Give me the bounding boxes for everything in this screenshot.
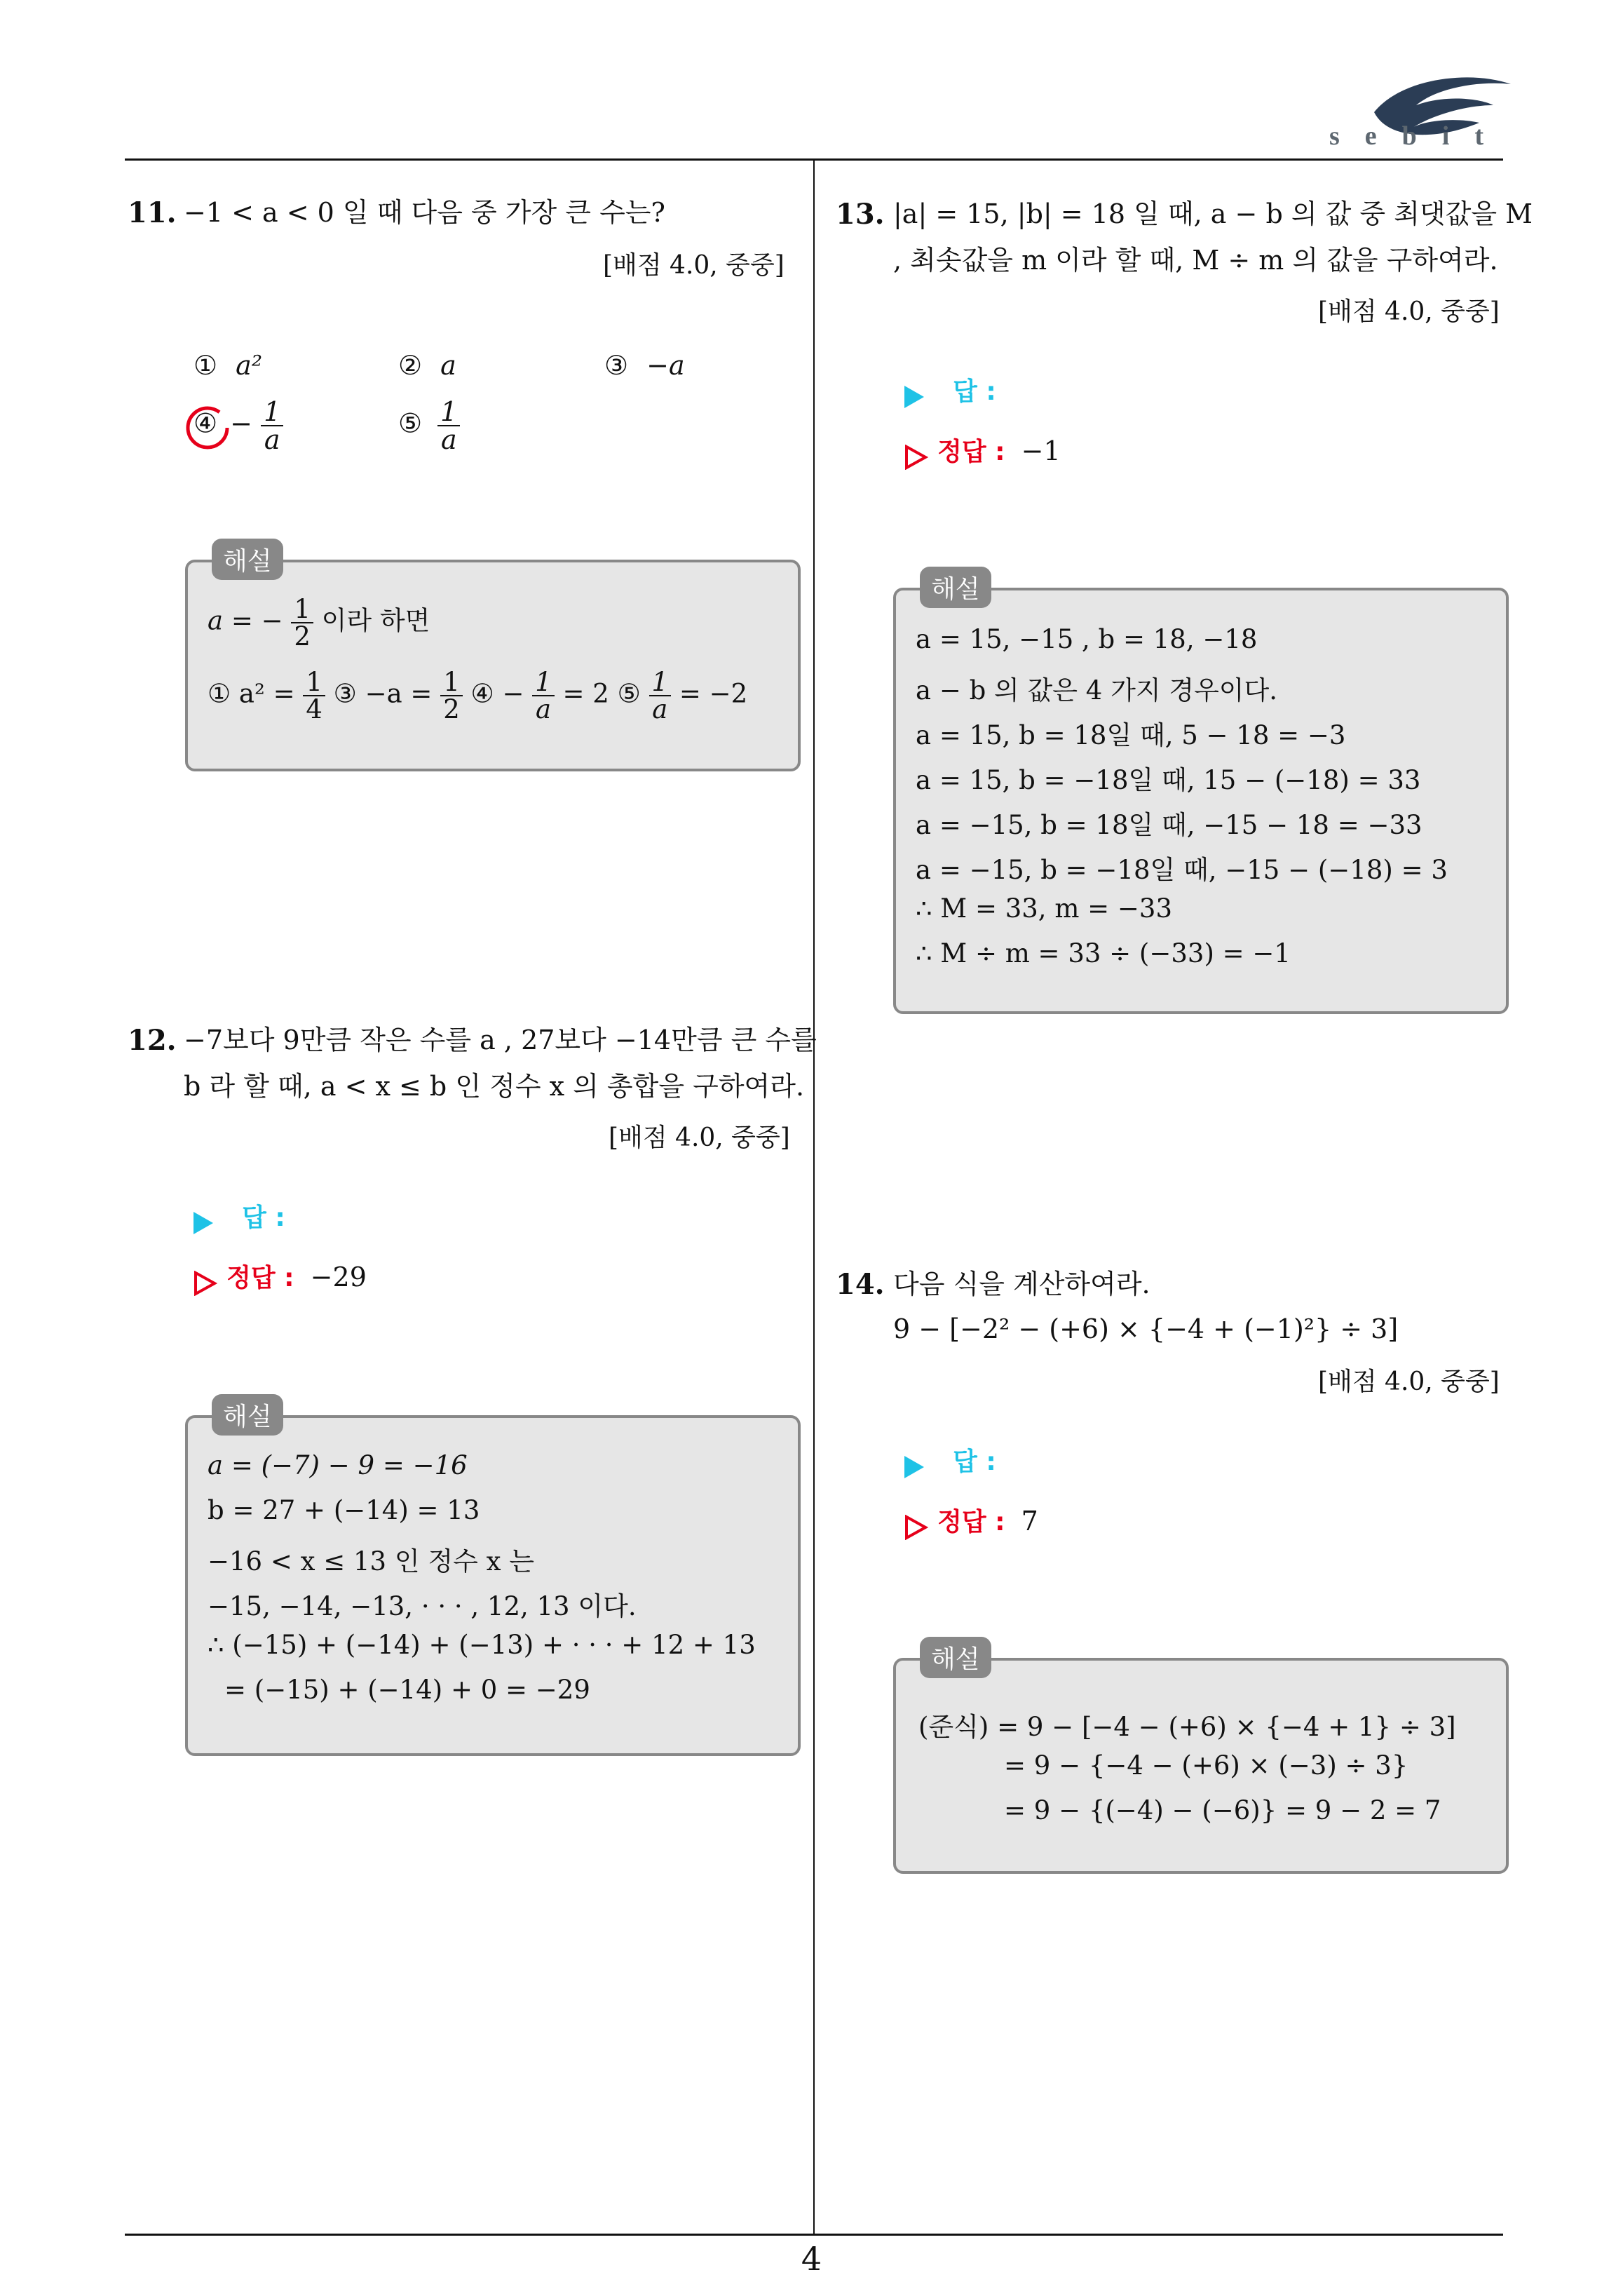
solution-line: a = − $\frac{1}{2}$ 이라 하면 [208,594,430,651]
play-triangle-icon [193,1212,213,1234]
play-triangle-icon [904,386,924,408]
option-2[interactable]: ② a [398,350,456,381]
fraction: $\frac{1}{a}$ [649,669,672,722]
fraction: $\frac{1}{2}$ [440,669,463,722]
fraction: $\frac{1}{2}$ [291,596,313,649]
option-marker: ① [193,350,218,381]
correct-answer-row: 정답 : −29 [193,1258,367,1296]
solution-tab: 해설 [920,567,991,608]
option-4-selected[interactable]: ④ − $\frac{1}{a}$ [193,398,283,453]
solution-line: a = 15, b = 18일 때, 5 − 18 = −3 [916,720,1346,750]
correct-answer-row: 정답 : −1 [904,432,1061,470]
solution-line: a = −15, b = 18일 때, −15 − 18 = −33 [916,810,1422,840]
outline-triangle-icon [904,445,928,470]
solution-line: ∴ (−15) + (−14) + (−13) + · · · + 12 + 13 [208,1630,756,1660]
correct-answer-circle-icon [182,403,233,453]
option-marker: ③ [604,350,629,381]
logo-text: sebit [1329,121,1509,151]
fraction: $\frac{1}{a}$ [437,398,460,453]
solution-line: a = (−7) − 9 = −16 [208,1450,468,1480]
solution-line: a = 15, −15 , b = 18, −18 [916,624,1258,654]
solution-line: = 9 − {−4 − (+6) × (−3) ÷ 3} [1004,1750,1408,1781]
option-marker: ② [398,350,423,381]
question-stem-line1: |a| = 15, |b| = 18 일 때, a − b 의 값 중 최댓값을 M [893,198,1533,229]
solution-line: a − b 의 값은 4 가지 경우이다. [916,675,1278,705]
solution-line: a = 15, b = −18일 때, 15 − (−18) = 33 [916,765,1421,795]
solution-tab: 해설 [212,1394,283,1436]
solution-line: ∴ M = 33, m = −33 [916,893,1173,924]
answer-row[interactable]: 답 : [904,372,996,408]
footer-rule [125,2234,1503,2236]
solution-line: = 9 − {(−4) − (−6)} = 9 − 2 = 7 [1004,1795,1441,1825]
answer-row[interactable]: 답 : [904,1442,996,1478]
solution-tab: 해설 [920,1637,991,1678]
correct-answer-row: 정답 : 7 [904,1502,1038,1540]
option-marker: ⑤ [398,407,423,439]
play-triangle-icon [904,1456,924,1478]
question-stem-line1: 다음 식을 계산하여라. [893,1269,1150,1299]
fraction: $\frac{1}{a}$ [261,398,283,453]
fraction: $\frac{1}{4}$ [303,669,325,722]
question-number: 13. [836,198,885,231]
solution-tab: 해설 [212,539,283,580]
question-stem-line2: b 라 할 때, a < x ≤ b 인 정수 x 의 총합을 구하여라. [184,1071,805,1102]
solution-line: b = 27 + (−14) = 13 [208,1495,480,1525]
solution-line: −15, −14, −13, · · · , 12, 13 이다. [208,1591,637,1621]
score-tag: [배점 4.0, 중중] [609,1123,790,1152]
question-11 [128,196,177,229]
solution-line: ∴ M ÷ m = 33 ÷ (−33) = −1 [916,938,1291,968]
question-stem-line2: , 최솟값을 m 이라 할 때, M ÷ m 의 값을 구하여라. [893,245,1498,276]
question-stem-line1: −7보다 9만큼 작은 수를 a , 27보다 −14만큼 큰 수를 [184,1025,817,1055]
option-5[interactable] [398,398,460,453]
score-tag: [배점 4.0, 중중] [603,251,785,280]
answer-row[interactable]: 답 : [193,1198,285,1234]
option-3[interactable]: ③ −a [604,350,685,381]
question-number: 12. [128,1024,177,1057]
outline-triangle-icon [904,1515,928,1540]
question-number: 11. [128,196,177,229]
page-number: 4 [801,2240,822,2278]
option-1[interactable]: ① a² [193,350,263,381]
question-number: 14. [836,1268,885,1301]
solution-box [185,560,801,771]
question-expression: 9 − [−2² − (+6) × {−4 + (−1)²} ÷ 3] [893,1314,1399,1344]
solution-line: (준식) = 9 − [−4 − (+6) × {−4 + 1} ÷ 3] [918,1712,1456,1742]
column-divider [813,158,815,2234]
solution-line: ① a² = $\frac{1}{4}$ ③ −a = $\frac{1}{2}$ ④ − $\frac{1}{a}$ = 2 ⑤ $\frac{1}{a}$ = −2 [208,667,748,724]
fraction: $\frac{1}{a}$ [532,669,555,722]
score-tag: [배점 4.0, 중중] [1318,297,1500,326]
question-stem: −1 < a < 0 일 때 다음 중 가장 큰 수는? [184,197,665,228]
solution-line: a = −15, b = −18일 때, −15 − (−18) = 3 [916,855,1448,885]
outline-triangle-icon [193,1271,217,1296]
solution-line: −16 < x ≤ 13 인 정수 x 는 [208,1546,534,1576]
solution-line: = (−15) + (−14) + 0 = −29 [224,1675,590,1705]
option-marker: ④ [193,407,218,439]
score-tag: [배점 4.0, 중중] [1318,1368,1500,1396]
